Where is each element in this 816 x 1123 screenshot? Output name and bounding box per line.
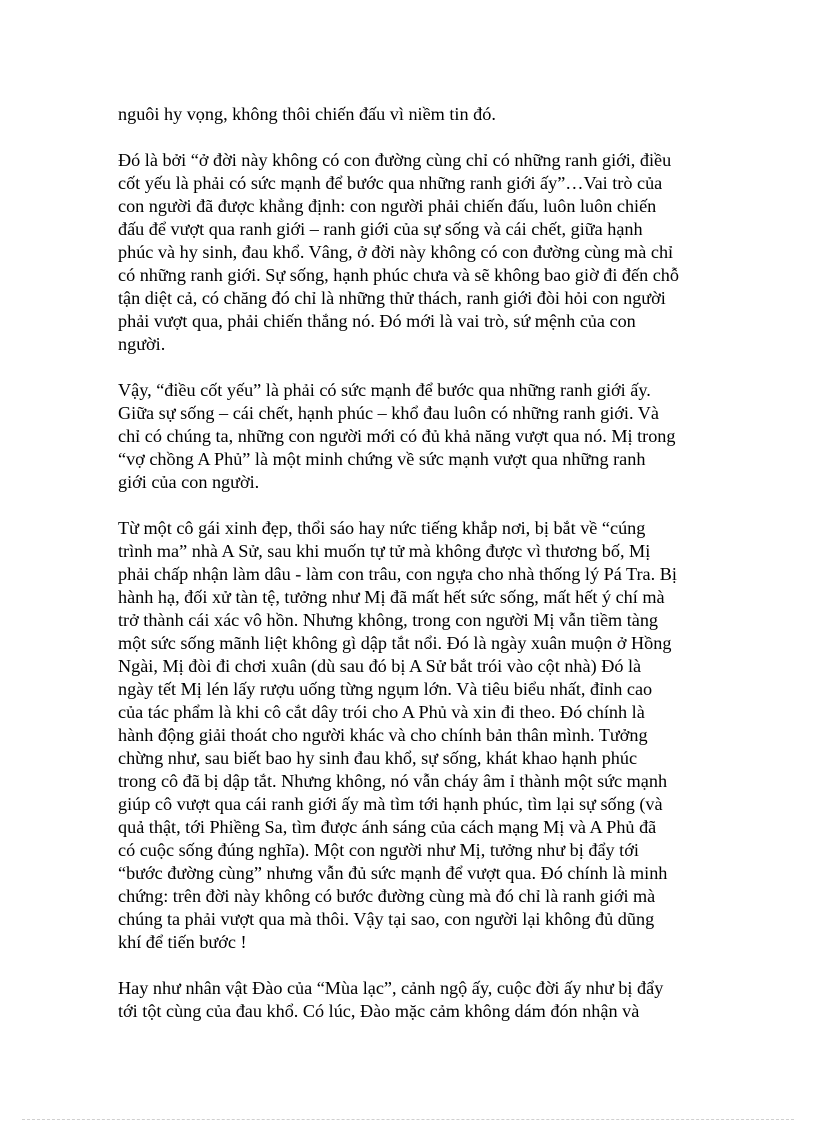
text-line: trong cô đã bị dập tắt. Nhưng không, nó vẫn cháy âm ỉ thành một sức mạnh: [118, 771, 668, 791]
text-line: Vậy, “điều cốt yếu” là phải có sức mạnh để bước qua những ranh giới ấy.: [118, 380, 651, 400]
text-line: giới của con người.: [118, 472, 260, 492]
paragraph: [118, 977, 698, 1023]
text-line: khí để tiến bước !: [118, 932, 247, 952]
text-line: chừng như, sau biết bao hy sinh đau khổ, sự sống, khát khao hạnh phúc: [118, 748, 638, 768]
text-line: quả thật, tới Phiềng Sa, tìm được ánh sáng của cách mạng Mị và A Phủ đã: [118, 817, 657, 837]
text-line: chứng: trên đời này không có bước đường cùng mà đó chỉ là ranh giới mà: [118, 886, 656, 906]
text-line: tận diệt cả, có chăng đó chỉ là những thử thách, ranh giới đòi hỏi con người: [118, 288, 666, 308]
document-body: [118, 103, 698, 1046]
text-line: con người đã được khẳng định: con người phải chiến đấu, luôn luôn chiến: [118, 196, 657, 216]
text-line: phúc và hy sinh, đau khổ. Vâng, ở đời này không có con đường cùng mà chỉ: [118, 242, 674, 262]
text-line: giúp cô vượt qua cái ranh giới ấy mà tìm tới hạnh phúc, tìm lại sự sống (và: [118, 794, 663, 814]
text-line: Hay như nhân vật Đào của “Mùa lạc”, cảnh ngộ ấy, cuộc đời ấy như bị đẩy: [118, 978, 664, 998]
text-line: cốt yếu là phải có sức mạnh để bước qua những ranh giới ấy”…Vai trò của: [118, 173, 663, 193]
text-line: Từ một cô gái xinh đẹp, thổi sáo hay nức tiếng khắp nơi, bị bắt về “cúng: [118, 518, 646, 538]
text-line: Giữa sự sống – cái chết, hạnh phúc – khổ đau luôn có những ranh giới. Và: [118, 403, 659, 423]
text-line: của tác phẩm là khi cô cắt dây trói cho A Phủ và xin đi theo. Đó chính là: [118, 702, 645, 722]
text-line: chỉ có chúng ta, những con người mới có đủ khả năng vượt qua nó. Mị trong: [118, 426, 676, 446]
paragraph: [118, 103, 698, 126]
text-line: phải vượt qua, phải chiến thắng nó. Đó mới là vai trò, sứ mệnh của con: [118, 311, 636, 331]
text-line: một sức sống mãnh liệt không gì dập tắt nổi. Đó là ngày xuân muộn ở Hồng: [118, 633, 672, 653]
text-line: hành hạ, đối xử tàn tệ, tưởng như Mị đã mất hết sức sống, mất hết ý chí mà: [118, 587, 665, 607]
text-line: người.: [118, 334, 166, 354]
text-line: trình ma” nhà A Sử, sau khi muốn tự tử mà không được vì thương bố, Mị: [118, 541, 651, 561]
text-line: nguôi hy vọng, không thôi chiến đấu vì niềm tin đó.: [118, 104, 496, 124]
page-bottom-edge: [22, 1119, 794, 1120]
text-line: chúng ta phải vượt qua mà thôi. Vậy tại sao, con người lại không đủ dũng: [118, 909, 655, 929]
text-line: có những ranh giới. Sự sống, hạnh phúc chưa và sẽ không bao giờ đi đến chỗ: [118, 265, 679, 285]
text-line: ngày tết Mị lén lấy rượu uống từng ngụm lớn. Và tiêu biểu nhất, đỉnh cao: [118, 679, 653, 699]
text-line: Đó là bởi “ở đời này không có con đường cùng chỉ có những ranh giới, điều: [118, 150, 672, 170]
text-line: đấu để vượt qua ranh giới – ranh giới của sự sống và cái chết, giữa hạnh: [118, 219, 643, 239]
paragraph: [118, 379, 698, 494]
paragraph: [118, 149, 698, 356]
text-line: “vợ chồng A Phủ” là một minh chứng về sức mạnh vượt qua những ranh: [118, 449, 646, 469]
text-line: trở thành cái xác vô hồn. Nhưng không, trong con người Mị vẫn tiềm tàng: [118, 610, 659, 630]
text-line: có cuộc sống đúng nghĩa). Một con người như Mị, tưởng như bị đẩy tới: [118, 840, 639, 860]
text-line: phải chấp nhận làm dâu - làm con trâu, con ngựa cho nhà thống lý Pá Tra. Bị: [118, 564, 677, 584]
paragraph: [118, 517, 698, 954]
text-line: “bước đường cùng” nhưng vẫn đủ sức mạnh để vượt qua. Đó chính là minh: [118, 863, 668, 883]
text-line: tới tột cùng của đau khổ. Có lúc, Đào mặc cảm không dám đón nhận và: [118, 1001, 640, 1021]
text-line: hành động giải thoát cho người khác và cho chính bản thân mình. Tưởng: [118, 725, 648, 745]
text-line: Ngài, Mị đòi đi chơi xuân (dù sau đó bị A Sử bắt trói vào cột nhà) Đó là: [118, 656, 642, 676]
